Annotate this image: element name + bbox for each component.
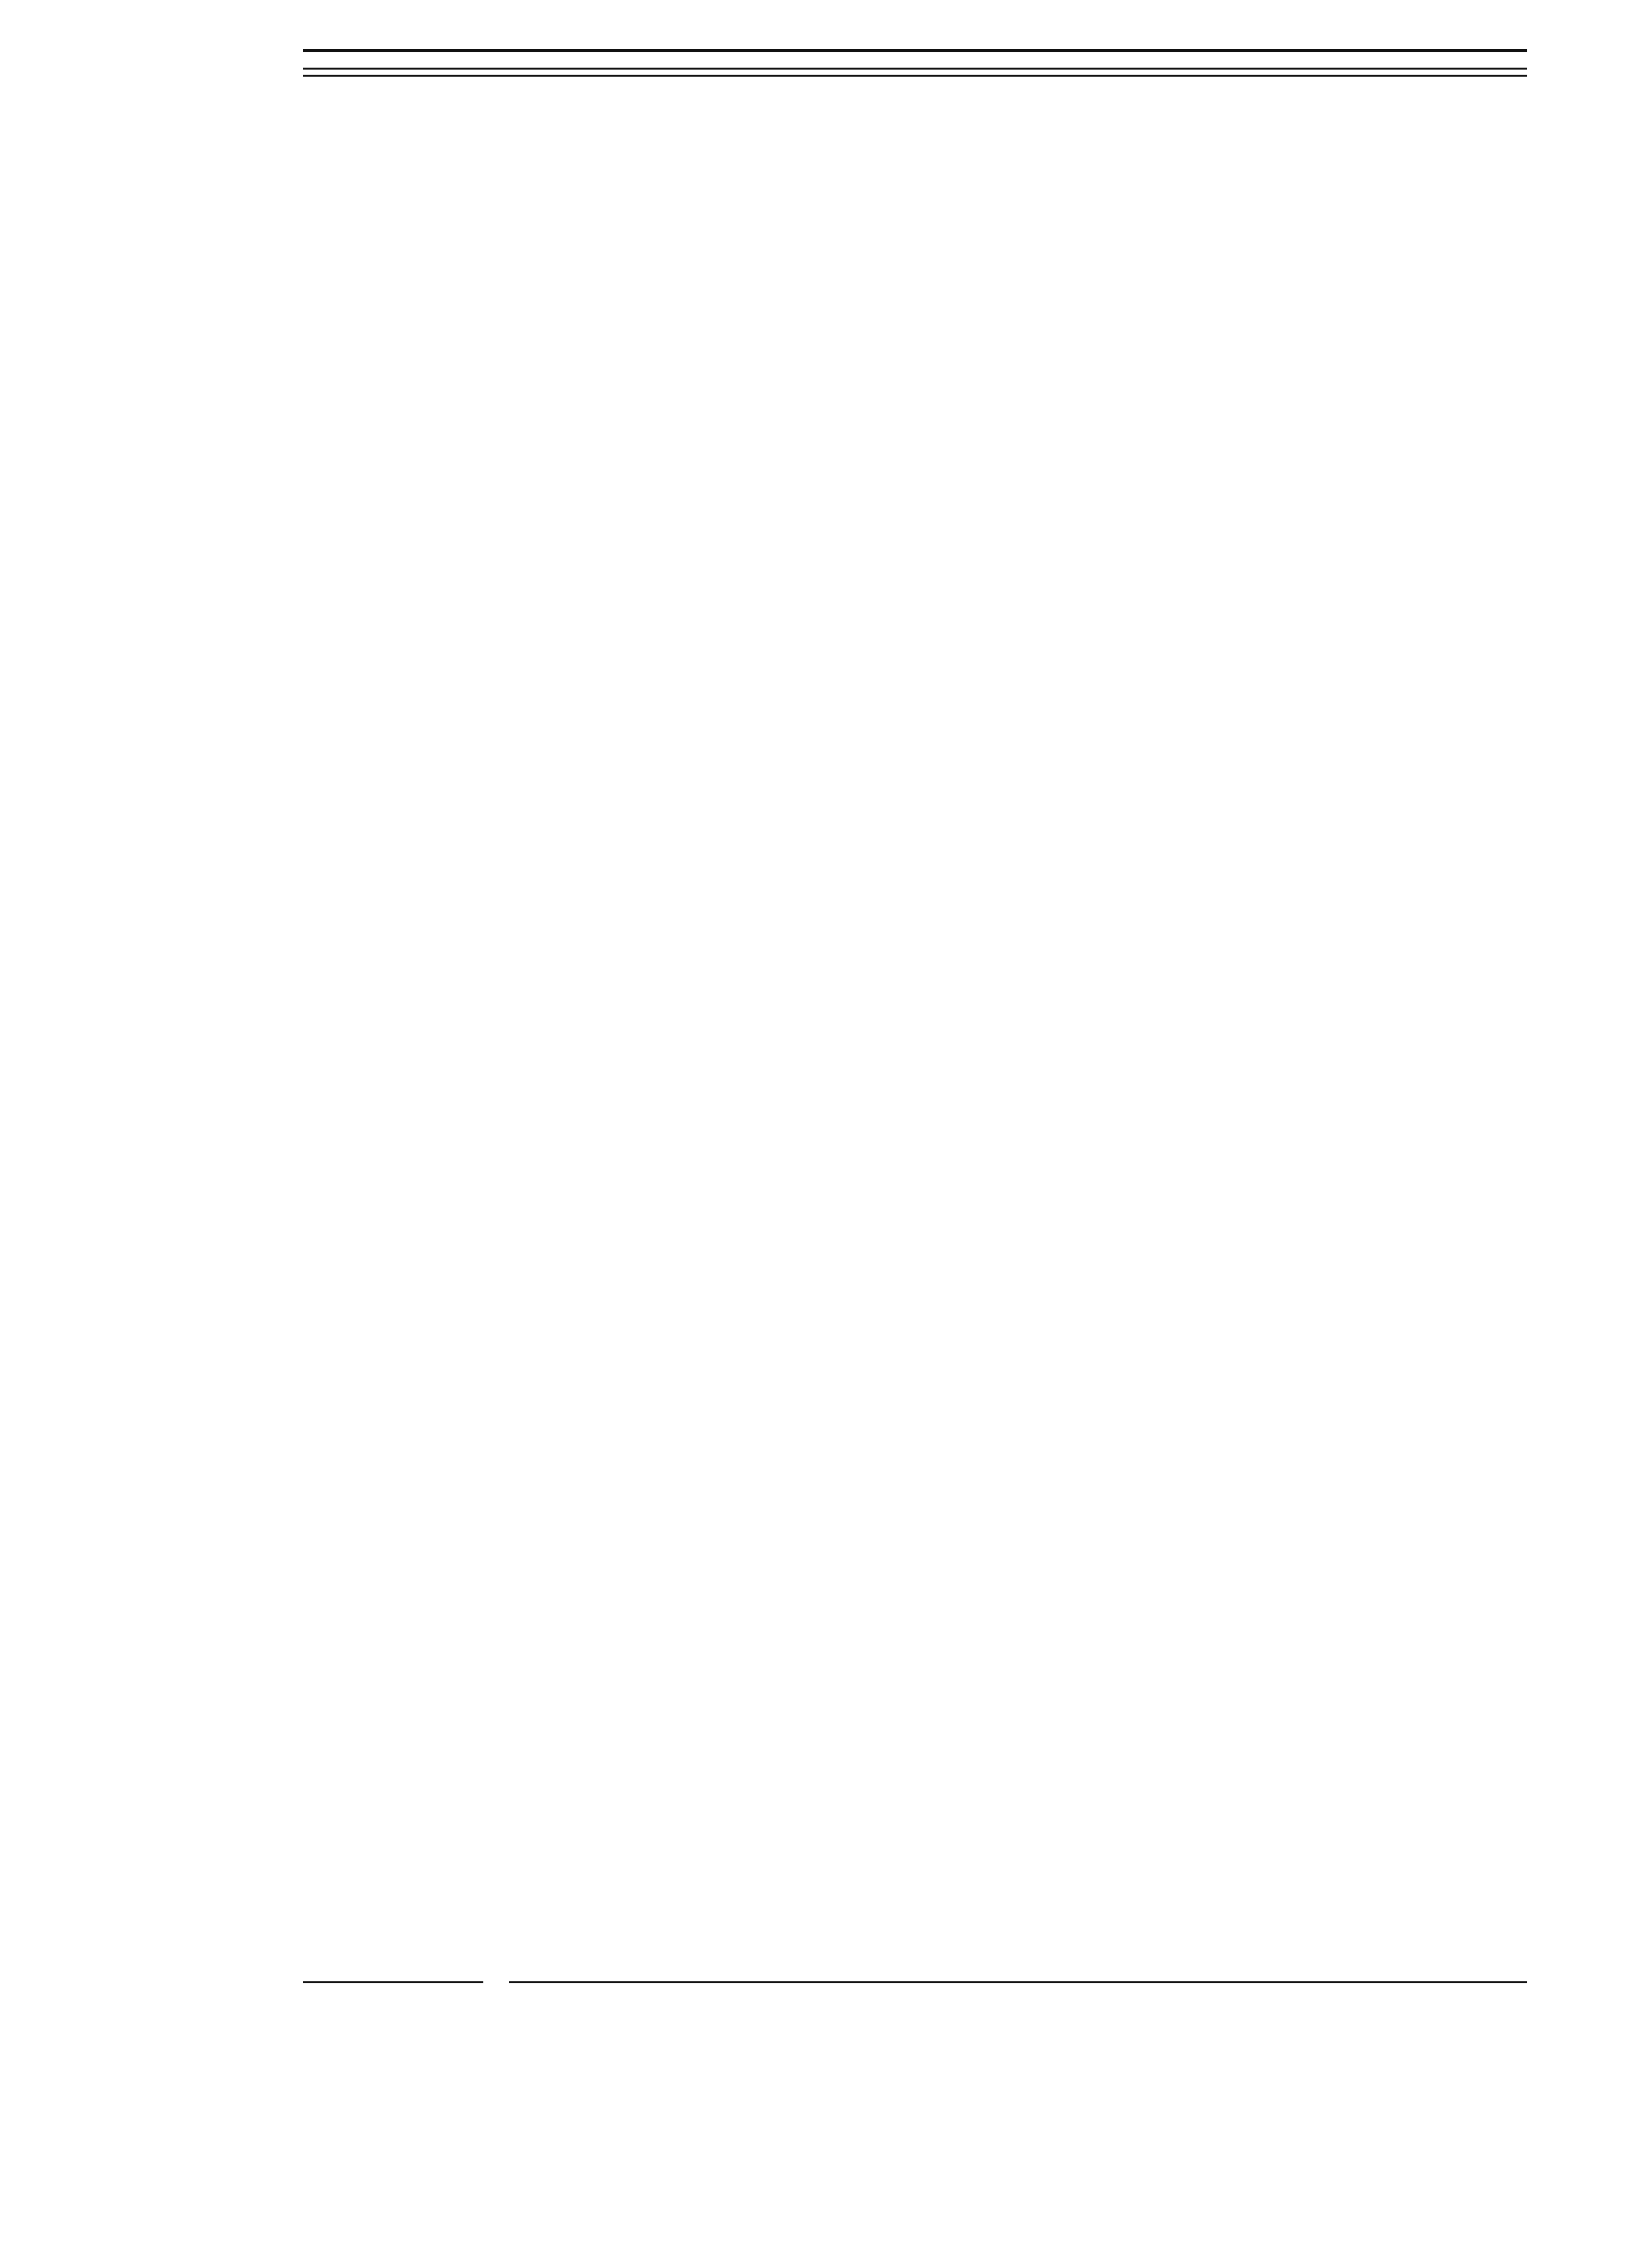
footer-line [303, 1981, 1527, 1983]
note-box-top-rule [303, 68, 1527, 70]
note-box-bottom-rule [303, 75, 1527, 77]
footer-rule-left [303, 1981, 483, 1983]
catalog-page [303, 45, 1527, 86]
header-rule [303, 49, 1527, 52]
footer-rule-right [509, 1981, 1527, 1983]
